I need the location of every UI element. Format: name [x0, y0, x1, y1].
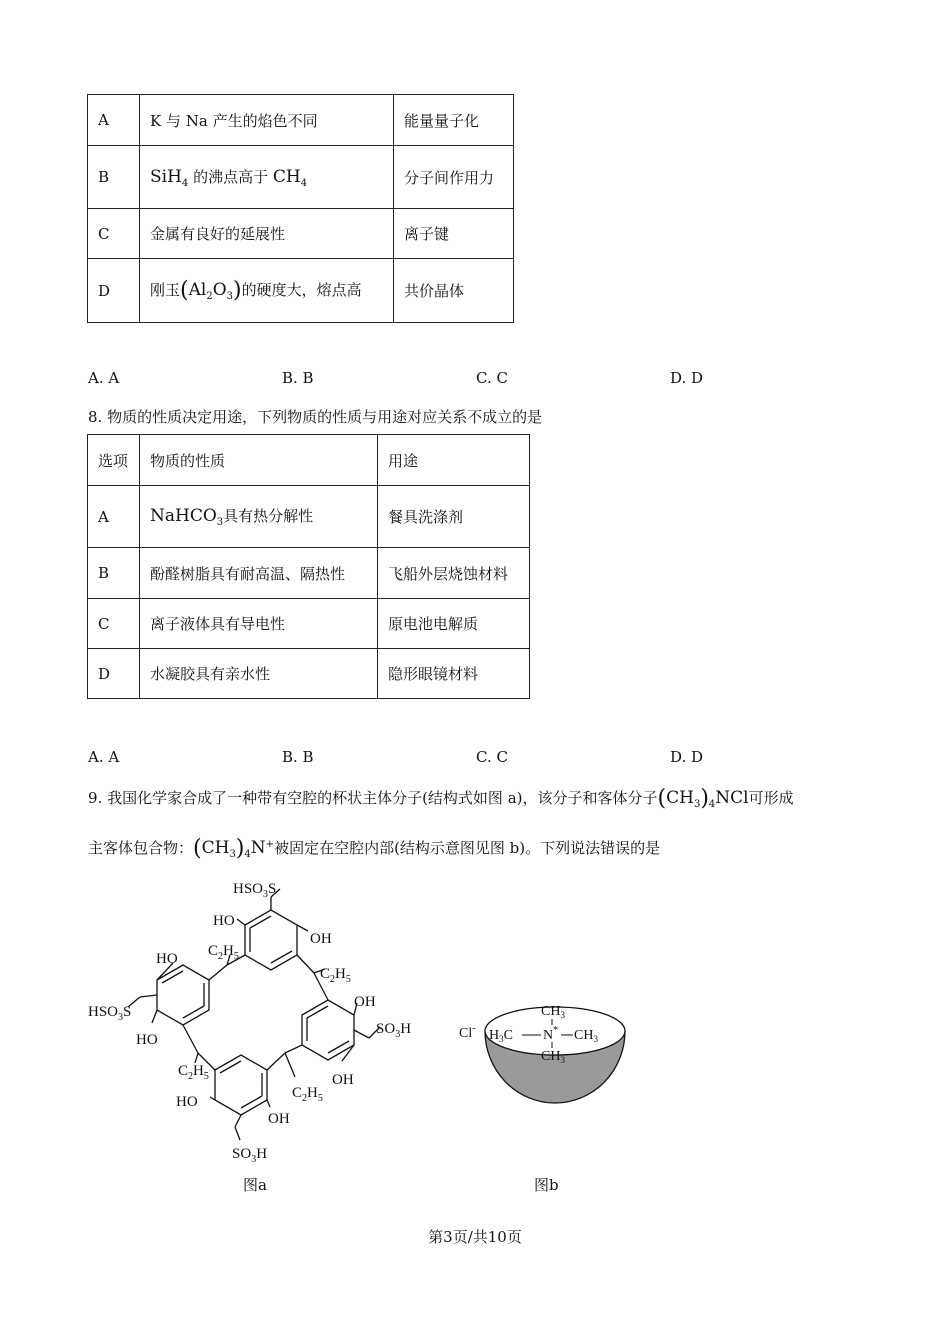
- label-oh: OH: [268, 1111, 290, 1127]
- label-c2h5: $C_2H_5$: [208, 943, 239, 962]
- property-cell: 水凝胶具有亲水性: [140, 649, 378, 699]
- header-use: 用途: [378, 435, 530, 486]
- label-c2h5: $C_2H_5$: [320, 966, 351, 985]
- label-oh: OH: [332, 1072, 354, 1088]
- label-ho: HO: [156, 951, 178, 967]
- use-cell: 隐形眼镜材料: [378, 649, 530, 699]
- option-cell: B: [88, 146, 140, 209]
- option-d[interactable]: D. D: [670, 748, 704, 766]
- label-ho: HO: [176, 1094, 198, 1110]
- label-c2h5: $C_2H_5$: [292, 1085, 323, 1104]
- property-cell: 酚醛树脂具有耐高温、隔热性: [140, 548, 378, 599]
- option-b[interactable]: B. B: [282, 369, 314, 387]
- header-option: 选项: [88, 435, 140, 486]
- option-cell: C: [88, 599, 140, 649]
- option-cell: B: [88, 548, 140, 599]
- label-so3h-bottom: $SO_3H$: [232, 1146, 268, 1165]
- figure-a-caption: 图a: [243, 1176, 267, 1194]
- option-c[interactable]: C. C: [476, 748, 508, 766]
- table-row: [88, 649, 530, 699]
- table-q7: [87, 94, 514, 323]
- reason-cell: 分子间作用力: [394, 146, 514, 209]
- option-b[interactable]: B. B: [282, 748, 314, 766]
- label-so3h-right: $SO_3H$: [376, 1021, 412, 1040]
- option-cell: A: [88, 95, 140, 146]
- label-ch3-top: $CH_3$: [541, 1004, 565, 1020]
- figure-b-caption: 图b: [534, 1176, 559, 1194]
- label-oh: OH: [310, 931, 332, 947]
- q9-line1: 9. 我国化学家合成了一种带有空腔的杯状主体分子(结构式如图 a)，该分子和客体分子$(CH_3)_4NCl$可形成: [88, 786, 794, 811]
- label-so3h-top: $HSO_3S$: [233, 881, 277, 900]
- option-c[interactable]: C. C: [476, 369, 508, 387]
- use-cell: 原电池电解质: [378, 599, 530, 649]
- q8-options: [88, 748, 868, 768]
- q7-options: [88, 369, 868, 389]
- label-ho: HO: [136, 1032, 158, 1048]
- label-c2h5: $C_2H_5$: [178, 1063, 209, 1082]
- option-cell: C: [88, 209, 140, 259]
- page-footer: 第3页/共10页: [428, 1228, 522, 1246]
- label-ch3-bottom: $CH_3$: [541, 1049, 565, 1065]
- option-d[interactable]: D. D: [670, 369, 704, 387]
- fact-cell: 金属有良好的延展性: [140, 209, 394, 259]
- label-oh: OH: [354, 994, 376, 1010]
- reason-cell: 离子键: [394, 209, 514, 259]
- property-cell: NaHCO$_3$具有热分解性: [140, 486, 378, 548]
- fact-cell: 刚玉$(Al_2O_3)$的硬度大，熔点高: [140, 259, 394, 323]
- table-row: [88, 209, 514, 259]
- use-cell: 飞船外层烧蚀材料: [378, 548, 530, 599]
- label-h3c: $H_3C$: [489, 1028, 513, 1044]
- label-so3h-left: $HSO_3S$: [88, 1004, 132, 1023]
- option-a[interactable]: A. A: [88, 748, 120, 766]
- property-cell: 离子液体具有导电性: [140, 599, 378, 649]
- q9-line2: 主客体包合物：$(CH_3)_4N^+$被固定在空腔内部(结构示意图见图 b)。下列说法错误的是: [88, 836, 661, 861]
- table-row: [88, 486, 530, 548]
- table-q8: [87, 434, 530, 699]
- label-ho: HO: [213, 913, 235, 929]
- table-row: [88, 548, 530, 599]
- q8-stem: 8. 物质的性质决定用途，下列物质的性质与用途对应关系不成立的是: [88, 408, 543, 426]
- figure-b-bowl: [455, 995, 655, 1120]
- table-header-row: [88, 435, 530, 486]
- table-row: [88, 259, 514, 323]
- label-chloride: Cl-: [459, 1023, 476, 1041]
- option-cell: D: [88, 259, 140, 323]
- use-cell: 餐具洗涤剂: [378, 486, 530, 548]
- reason-cell: 共价晶体: [394, 259, 514, 323]
- fact-cell: SiH$_4$ 的沸点高于 $CH_4$: [140, 146, 394, 209]
- table-row: [88, 146, 514, 209]
- option-cell: A: [88, 486, 140, 548]
- table-row: [88, 599, 530, 649]
- option-a[interactable]: A. A: [88, 369, 120, 387]
- reason-cell: 能量量子化: [394, 95, 514, 146]
- header-property: 物质的性质: [140, 435, 378, 486]
- label-ch3-right: $CH_3$: [574, 1028, 598, 1044]
- fact-cell: K 与 Na 产生的焰色不同: [140, 95, 394, 146]
- table-row: [88, 95, 514, 146]
- label-nitrogen: N*: [543, 1025, 559, 1043]
- figure-a-structure: [80, 875, 430, 1170]
- option-cell: D: [88, 649, 140, 699]
